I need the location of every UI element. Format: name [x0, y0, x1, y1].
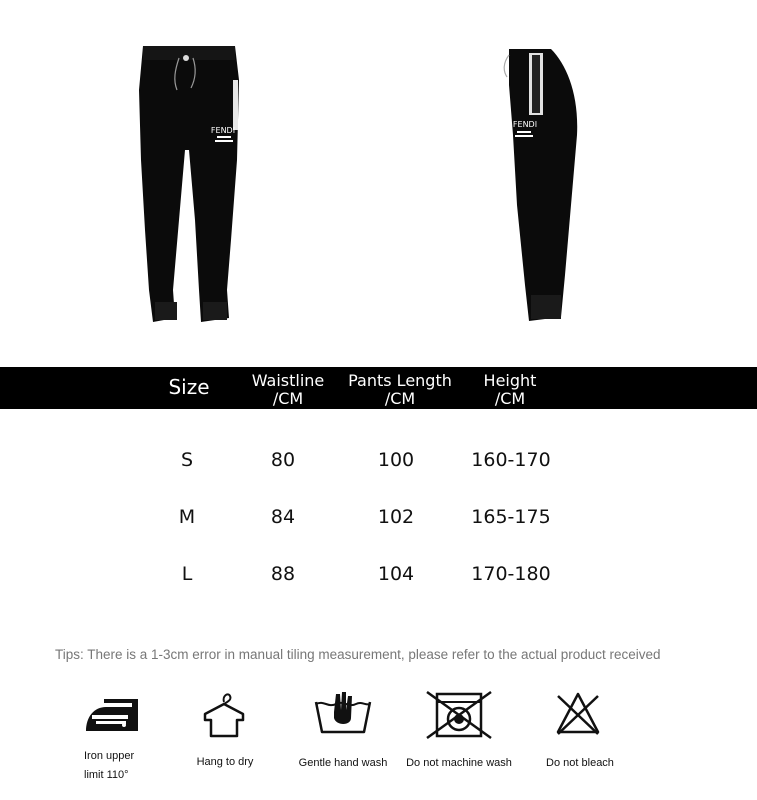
header-height-label: Height: [483, 371, 537, 390]
header-pants-length-label: Pants Length: [348, 371, 452, 390]
cell-height: 160-170: [471, 449, 551, 471]
no-bleach-icon: [554, 690, 602, 738]
cell-waist: 84: [270, 506, 296, 528]
pants-front-brand-print: FENDI: [210, 126, 236, 135]
iron-label-line1: Iron upper: [84, 750, 135, 762]
header-waistline-label: Waistline: [251, 371, 325, 390]
pants-side-photo: [495, 45, 585, 330]
header-waistline-unit: /CM: [272, 389, 304, 408]
cell-length: 104: [377, 563, 415, 585]
iron-label-line2: limit 110°: [84, 769, 129, 781]
header-size: Size: [168, 375, 210, 399]
iron-label: [84, 747, 134, 785]
cell-waist: 88: [270, 563, 296, 585]
cell-size: L: [181, 563, 193, 585]
hang-dry-icon: [201, 688, 247, 740]
no-machine-wash-label: Do not machine wash: [406, 757, 512, 769]
cell-size: S: [180, 449, 194, 471]
cell-size: M: [178, 506, 196, 528]
header-height-unit: /CM: [494, 389, 526, 408]
cell-height: 165-175: [471, 506, 551, 528]
no-bleach-label: Do not bleach: [546, 757, 614, 769]
header-pants-length-unit: /CM: [384, 389, 416, 408]
cell-length: 102: [377, 506, 415, 528]
header-height: [460, 372, 560, 408]
iron-icon: [82, 693, 142, 737]
hand-wash-icon: [314, 688, 372, 738]
no-machine-wash-icon: [425, 690, 493, 740]
pants-front-photo: [135, 40, 245, 330]
pants-side-brand-print: FENDI: [512, 120, 538, 129]
measurement-tips: Tips: There is a 1-3cm error in manual tiling measurement, please refer to the actual product received: [55, 647, 661, 662]
cell-length: 100: [377, 449, 415, 471]
hand-wash-label: Gentle hand wash: [298, 757, 388, 769]
cell-height: 170-180: [471, 563, 551, 585]
cell-waist: 80: [270, 449, 296, 471]
hang-dry-label: Hang to dry: [196, 756, 254, 768]
header-pants-length: [340, 372, 460, 408]
header-waistline: [238, 372, 338, 408]
